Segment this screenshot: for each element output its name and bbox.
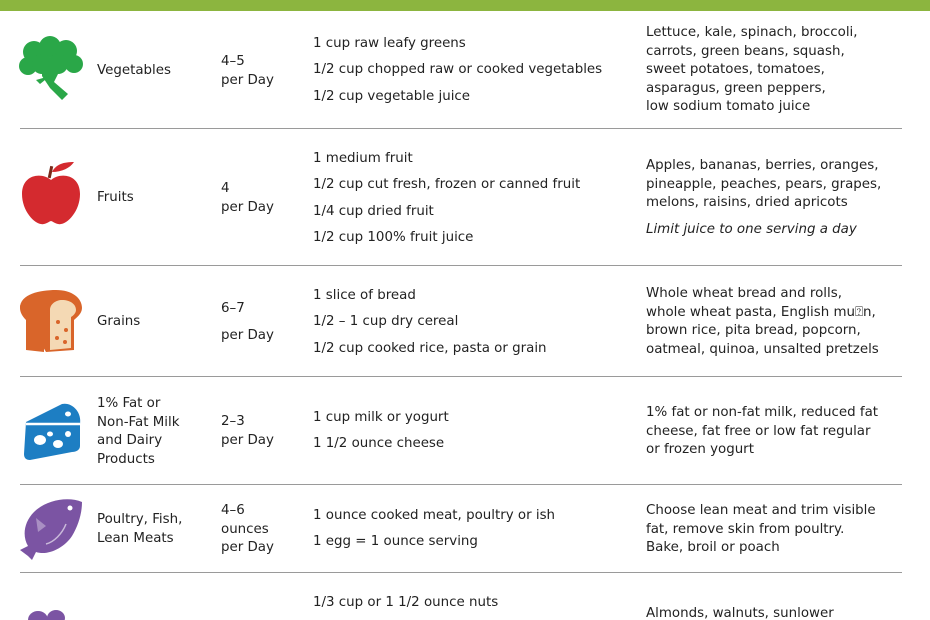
row-divider (20, 572, 902, 573)
category-label: Grains (97, 314, 141, 329)
nuts-icon (16, 604, 86, 620)
examples-text: Apples, bananas, berries, oranges, pineapple, peaches, pears, grapes, melons, raisins, dried apricots Limit juice to one serving a day (646, 157, 881, 239)
serving-sizes: 1 ounce cooked meat, poultry or ish 1 egg = 1 ounce serving (313, 508, 556, 550)
examples-text: Lettuce, kale, spinach, broccoli, carrots, green beans, squash, sweet potatoes, tomatoes, asparagus, green peppers, low sodium tomato juice (646, 25, 858, 114)
note-text: Limit juice to one serving a day (646, 221, 857, 237)
row-divider (20, 484, 902, 485)
category-label: Poultry, Fish, Lean Meats (97, 512, 183, 546)
examples-text: 1% fat or non-fat milk, reduced fat cheese, fat free or low fat regular or frozen yogurt (646, 405, 879, 457)
serving-sizes: 1 medium fruit 1/2 cup cut fresh, frozen or canned fruit 1/4 cup dried fruit 1/2 cup 100% fruit juice (313, 151, 581, 245)
examples-text: Almonds, walnuts, sunlower (646, 606, 834, 620)
servings-label: 4–6 ounces per Day (221, 503, 274, 555)
servings-label: 6–7 per Day (221, 301, 274, 343)
row-divider (20, 376, 902, 377)
cheese-icon (16, 398, 86, 468)
serving-sizes: 1 cup raw leafy greens 1/2 cup chopped raw or cooked vegetables 1/2 cup vegetable juice (313, 36, 603, 104)
examples-text: Whole wheat bread and rolls, whole wheat pasta, English mu⍰n, brown rice, pita bread, popcorn, oatmeal, quinoa, unsalted pretzels (646, 286, 879, 357)
serving-sizes: 1/3 cup or 1 1/2 ounce nuts (313, 595, 499, 610)
bread-icon (16, 286, 86, 356)
category-label: Vegetables (97, 63, 171, 78)
header-bar (0, 0, 930, 11)
servings-label: 2–3 per Day (221, 414, 274, 448)
examples-text: Choose lean meat and trim visible fat, remove skin from poultry. Bake, broil or poach (646, 503, 876, 555)
servings-label: 4 per Day (221, 181, 274, 215)
servings-label: 4–5 per Day (221, 54, 274, 88)
category-label: Fruits (97, 190, 134, 205)
category-label: 1% Fat or Non-Fat Milk and Dairy Products (97, 396, 180, 467)
apple-icon (16, 158, 86, 228)
fish-icon (16, 494, 86, 564)
broccoli-icon (16, 36, 86, 106)
serving-sizes: 1 slice of bread 1/2 – 1 cup dry cereal 1/2 cup cooked rice, pasta or grain (313, 288, 547, 356)
serving-sizes: 1 cup milk or yogurt 1 1/2 ounce cheese (313, 410, 449, 452)
row-divider (20, 128, 902, 129)
row-divider (20, 265, 902, 266)
